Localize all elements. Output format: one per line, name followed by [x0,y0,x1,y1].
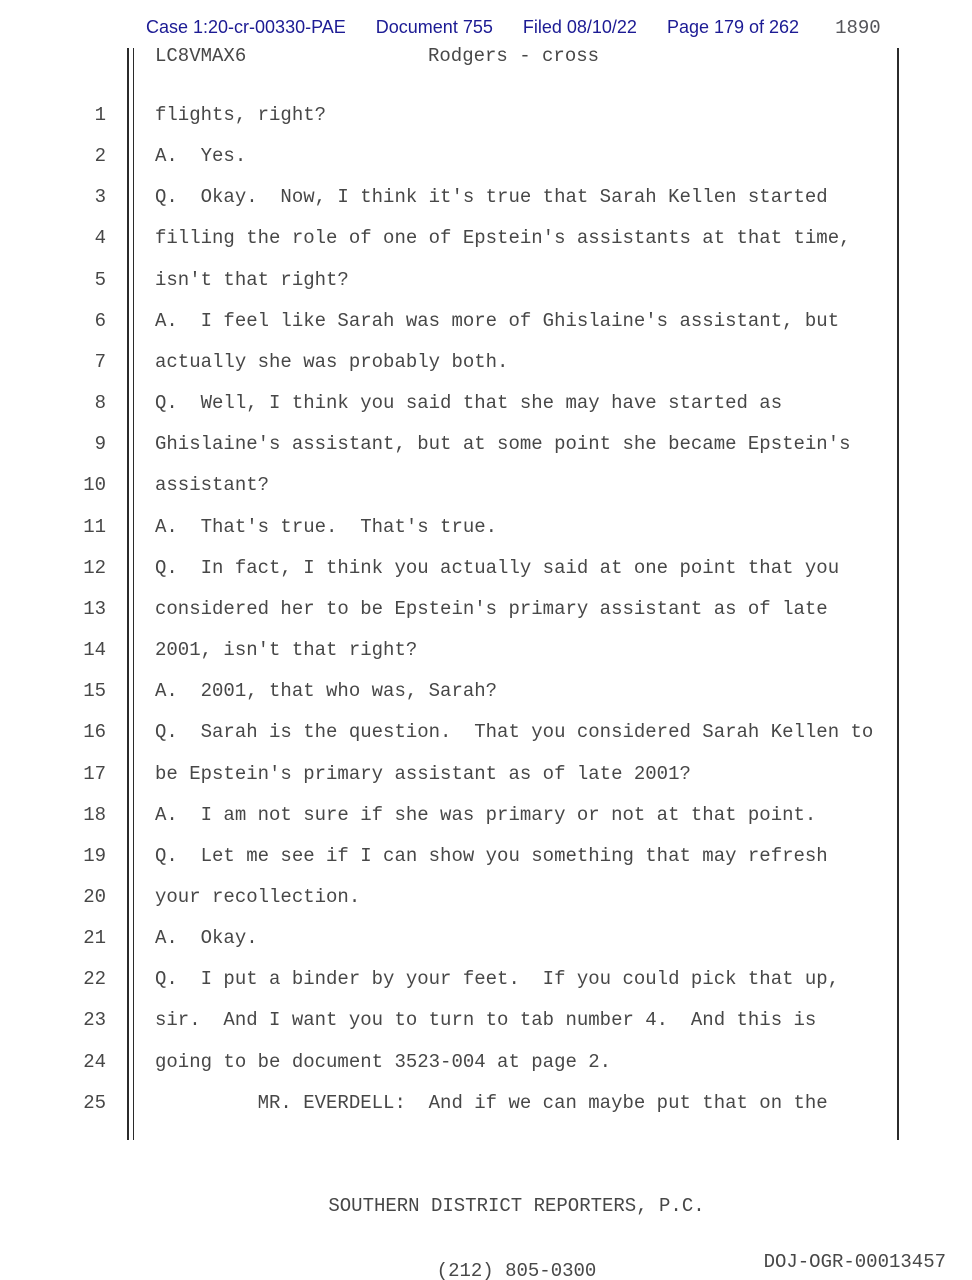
transcript-line-row [0,465,898,506]
case-number: Case 1:20-cr-00330-PAE [146,17,346,37]
line-number: 2 [94,145,106,168]
line-number: 25 [83,1091,106,1114]
line-number: 23 [83,1009,106,1032]
line-number: 10 [83,474,106,497]
reporter-name: SOUTHERN DISTRICT REPORTERS, P.C. [328,1195,705,1217]
line-number: 16 [83,721,106,744]
line-text: your recollection. [155,885,361,908]
transcript-line-row [0,177,898,218]
line-text: Q. Well, I think you said that she may have started as [155,392,783,415]
transcript-line-row [0,630,898,671]
transcript-line-row [0,1000,898,1041]
line-text: 2001, isn't that right? [155,639,418,662]
line-number: 13 [83,597,106,620]
transcript-line-row [0,1042,898,1083]
reporter-phone: (212) 805-0300 [436,1259,597,1280]
line-text: Q. In fact, I think you actually said at one point that you [155,556,840,579]
transcript-line-row [0,671,898,712]
transcript-line-row [0,424,898,465]
transcript-line-row [0,589,898,630]
line-number: 12 [83,556,106,579]
bates-number: DOJ-OGR-00013457 [763,1251,946,1273]
transcript-line-row [0,342,898,383]
line-text: going to be document 3523-004 at page 2. [155,1050,612,1073]
line-text: Q. Okay. Now, I think it's true that Sarah Kellen started [155,186,828,209]
line-text: considered her to be Epstein's primary assistant as of late [155,597,828,620]
line-number: 4 [94,227,106,250]
transcript-line-row [0,383,898,424]
line-text: A. Yes. [155,145,247,168]
line-text: A. 2001, that who was, Sarah? [155,680,498,703]
line-text: Q. I put a binder by your feet. If you could pick that up, [155,968,840,991]
line-text: actually she was probably both. [155,350,509,373]
page-of-count: Page 179 of 262 [666,17,800,37]
line-number: 19 [83,844,106,867]
line-number: 11 [83,515,106,538]
line-number: 1 [94,104,106,126]
line-text: A. Okay. [155,927,258,950]
line-number: 14 [83,639,106,662]
line-number: 24 [83,1050,106,1073]
line-text: Q. Let me see if I can show you something that may refresh [155,844,828,867]
line-text: isn't that right? [155,268,349,291]
transcript-line-row [0,959,898,1000]
line-text: A. I am not sure if she was primary or not at that point. [155,803,817,826]
transcript-line-row [0,136,898,177]
line-number: 5 [94,268,106,291]
transcript-body [0,95,898,1124]
transcript-page-number: 1890 [835,17,881,39]
line-number: 18 [83,803,106,826]
line-text: Q. Sarah is the question. That you considered Sarah Kellen to [155,721,874,744]
session-code: LC8VMAX6 [155,45,247,67]
line-text: Ghislaine's assistant, but at some point she became Epstein's [155,433,851,456]
transcript-line-row [0,95,898,136]
transcript-line-row [0,754,898,795]
transcript-line-row [0,507,898,548]
line-number: 22 [83,968,106,991]
proceeding-title: Rodgers - cross [428,45,600,67]
transcript-line-row [0,301,898,342]
line-text: A. I feel like Sarah was more of Ghislaine's assistant, but [155,309,840,332]
transcript-line-row [0,260,898,301]
line-number: 21 [83,927,106,950]
transcript-line-row [0,918,898,959]
line-number: 6 [94,309,106,332]
document-number: Document 755 [375,17,493,37]
line-text: assistant? [155,474,270,497]
transcript-line-row [0,1083,898,1124]
transcript-line-row [0,836,898,877]
line-number: 20 [83,885,106,908]
line-number: 17 [83,762,106,785]
line-number: 9 [94,433,106,456]
line-number: 7 [94,350,106,373]
transcript-line-row [0,877,898,918]
line-number: 8 [94,392,106,415]
line-text: A. That's true. That's true. [155,515,498,538]
line-number: 15 [83,680,106,703]
transcript-line-row [0,712,898,753]
transcript-line-row [0,548,898,589]
line-text: MR. EVERDELL: And if we can maybe put that on the [155,1091,828,1114]
line-text: flights, right? [155,104,327,126]
line-text: sir. And I want you to turn to tab number 4. And this is [155,1009,817,1032]
filing-stamp [146,17,881,39]
transcript-line-row [0,795,898,836]
line-number: 3 [94,186,106,209]
line-text: filling the role of one of Epstein's assistants at that time, [155,227,851,250]
transcript-line-row [0,218,898,259]
filed-date: Filed 08/10/22 [522,17,637,37]
line-text: be Epstein's primary assistant as of late 2001? [155,762,691,785]
